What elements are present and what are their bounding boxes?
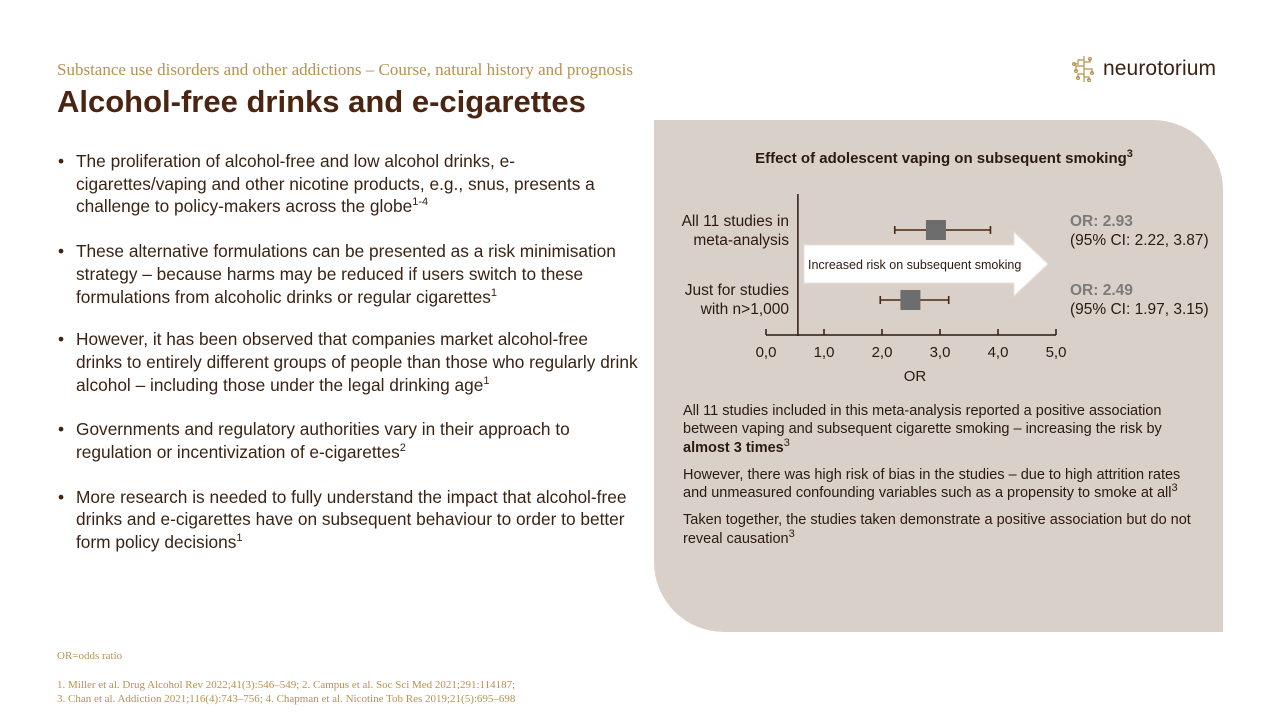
forest-plot <box>754 190 1084 390</box>
bullet-item: • However, it has been observed that companies market alcohol-free drinks to entirely different groups of people than those who regularly drink alcohol – including those under the legal drinking age$^1$ <box>58 328 638 396</box>
page-title: Alcohol-free drinks and e-cigarettes <box>57 84 586 119</box>
bullet-item: • More research is needed to fully understand the impact that alcohol-free drinks and e-cigarettes have on subsequent behaviour to order to better form policy decisions$^1$ <box>58 486 638 554</box>
bullet-item: • These alternative formulations can be presented as a risk minimisation strategy – because harms may be reduced if users switch to these formulations from alcoholic drinks or regular cigarettes$^1$ <box>58 240 638 308</box>
x-axis-label: OR <box>903 368 927 385</box>
chart-title: Effect of adolescent vaping on subsequent smoking$^3$ <box>755 148 1133 167</box>
x-tick-label: 2,0 <box>871 344 893 361</box>
x-tick-label: 4,0 <box>987 344 1009 361</box>
x-tick-label: 1,0 <box>813 344 835 361</box>
bullet-item: • The proliferation of alcohol-free and low alcohol drinks, e-cigarettes/vaping and other nicotine products, e.g., snus, presents a challenge to policy-makers across the globe$^{1-4}$ <box>58 150 638 218</box>
logo-text: neurotorium <box>1103 57 1217 80</box>
x-tick-label: 0,0 <box>755 344 777 361</box>
row-label-large-studies: Just for studies with n>1,000 <box>684 282 789 318</box>
row-label-all-studies: All 11 studies in meta-analysis <box>681 213 789 249</box>
references: 1. Miller et al. Drug Alcohol Rev 2022;41(3):546–549; 2. Campus et al. Soc Sci Med 2021;291:114187; 3. Chan et al. Addiction 2021;116(4):743–756; 4. Chapman et al. Nicotine Tob Res 2019;21(5):695–698 <box>57 679 516 705</box>
panel-paragraph: Taken together, the studies taken demonstrate a positive association but do not reveal causation$^3$ <box>683 512 1191 547</box>
abbreviation-note: OR=odds ratio <box>57 650 123 662</box>
arrow-label: Increased risk on subsequent smoking <box>808 258 1022 272</box>
x-tick-label: 5,0 <box>1045 344 1067 361</box>
or-result-all-studies: OR: 2.93 (95% CI: 2.22, 3.87) <box>1070 213 1209 249</box>
logo <box>1071 54 1216 84</box>
x-tick-label: 3,0 <box>929 344 951 361</box>
panel-paragraph: However, there was high risk of bias in the studies – due to high attrition rates and unmeasured confounding variables such as a propensity to smoke at all$^3$ <box>683 466 1181 502</box>
or-point <box>926 220 946 240</box>
bullet-item: • Governments and regulatory authorities vary in their approach to regulation or incentivization of e-cigarettes$^2$ <box>58 418 638 463</box>
brain-icon <box>1071 54 1097 84</box>
or-result-large-studies: OR: 2.49 (95% CI: 1.97, 3.15) <box>1070 282 1209 318</box>
section-subtitle: Substance use disorders and other addictions – Course, natural history and prognosis <box>57 60 634 79</box>
or-point <box>900 290 920 310</box>
chart-panel <box>654 120 1223 632</box>
panel-text <box>683 402 1203 557</box>
bullet-list <box>58 150 638 576</box>
panel-paragraph: All 11 studies included in this meta-analysis reported a positive association between vaping and subsequent cigarette smoking – increasing the risk by almost 3 times$^3$ <box>683 403 1162 456</box>
